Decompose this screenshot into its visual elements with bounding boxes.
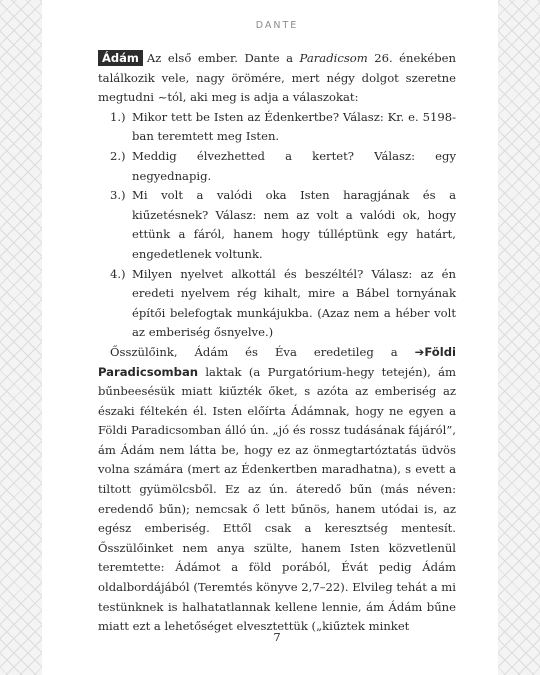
body-text-b: laktak (a Purgatórium-hegy tetején), ám bűnbeesésük miatt kiűzték őket, s azóta az emberiség az északi féltekén él. Isten előírta Ádámnak, hogy ne egyen a Földi Paradicsomban álló ún. „jó és rossz tudásának fájáról”, ám Ádám nem látta be, hogy ez az önmegtartóztatás üdvös volna számára (mert az Édenkertben maradhatna), s evett a tiltott gyümölcsből. Ez az ún. áteredő bűn (más néven: eredendő bűn); nemcsak ő lett bűnös, hanem utódai is, az egész emberiség. Ettől csak a keresztség mentesít. Ősszülőinket nem anya szülte, hanem Isten közvetlenül teremtette: Ádámot a föld porából, Évát pedig Ádám oldalbordájából (Teremtés könyve 2,7–22). Elvileg tehát a mi testünknek is halhatatlannak kellene lennie, ám Ádám bűne miatt ezt a lehetőséget elvesztettük („kiűztek minket xyxy=(98,364,456,634)
question-item xyxy=(98,147,456,186)
question-item xyxy=(98,186,456,264)
question-number: 4.) xyxy=(110,266,126,281)
question-text: Meddig élvezhetted a kertet? Válasz: egy negyednapig. xyxy=(132,148,456,183)
cross-reference-link[interactable]: ➔Földi Paradicsomban xyxy=(98,344,456,379)
left-zigzag-margin xyxy=(0,0,42,675)
question-text: Mi volt a valódi oka Isten haragjának és a kiűzetésnek? Válasz: nem az volt a valódi ok, hogy ettünk a fáról, hanem hogy túlléptünk egy határt, engedetlenek voltunk. xyxy=(132,188,456,261)
headword-badge: Ádám xyxy=(98,50,143,66)
intro-work-title: Paradicsom xyxy=(299,51,368,65)
running-header: DANTE xyxy=(255,20,299,31)
question-number: 3.) xyxy=(110,188,126,203)
dictionary-entry xyxy=(98,49,456,637)
right-zigzag-margin xyxy=(498,0,540,675)
question-item xyxy=(98,265,456,343)
question-item xyxy=(98,108,456,147)
question-number: 1.) xyxy=(110,109,126,124)
question-number: 2.) xyxy=(110,148,126,163)
question-list xyxy=(98,108,456,343)
page-number: 7 xyxy=(273,630,281,644)
entry-intro xyxy=(98,49,456,108)
body-text-a: Ősszülőink, Ádám és Éva eredetileg a xyxy=(110,344,415,359)
question-text: Mikor tett be Isten az Édenkertbe? Válasz: Kr. e. 5198-ban teremtett meg Isten. xyxy=(132,109,456,144)
intro-text-b: 26. énekében találkozik vele, nagy örömére, mert négy dolgot szeretne megtudni ~tól, aki meg is adja a válaszokat: xyxy=(98,51,456,105)
book-page xyxy=(98,0,456,675)
question-text: Milyen nyelvet alkottál és beszéltél? Válasz: az én eredeti nyelvem rég kihalt, mire a Bábel tornyának építői belefogtak munkájukba. (Azaz nem a héber volt az emberiség ősnyelve.) xyxy=(132,266,456,340)
entry-body-paragraph xyxy=(98,343,456,637)
intro-text-a: Az első ember. Dante a xyxy=(146,51,300,65)
